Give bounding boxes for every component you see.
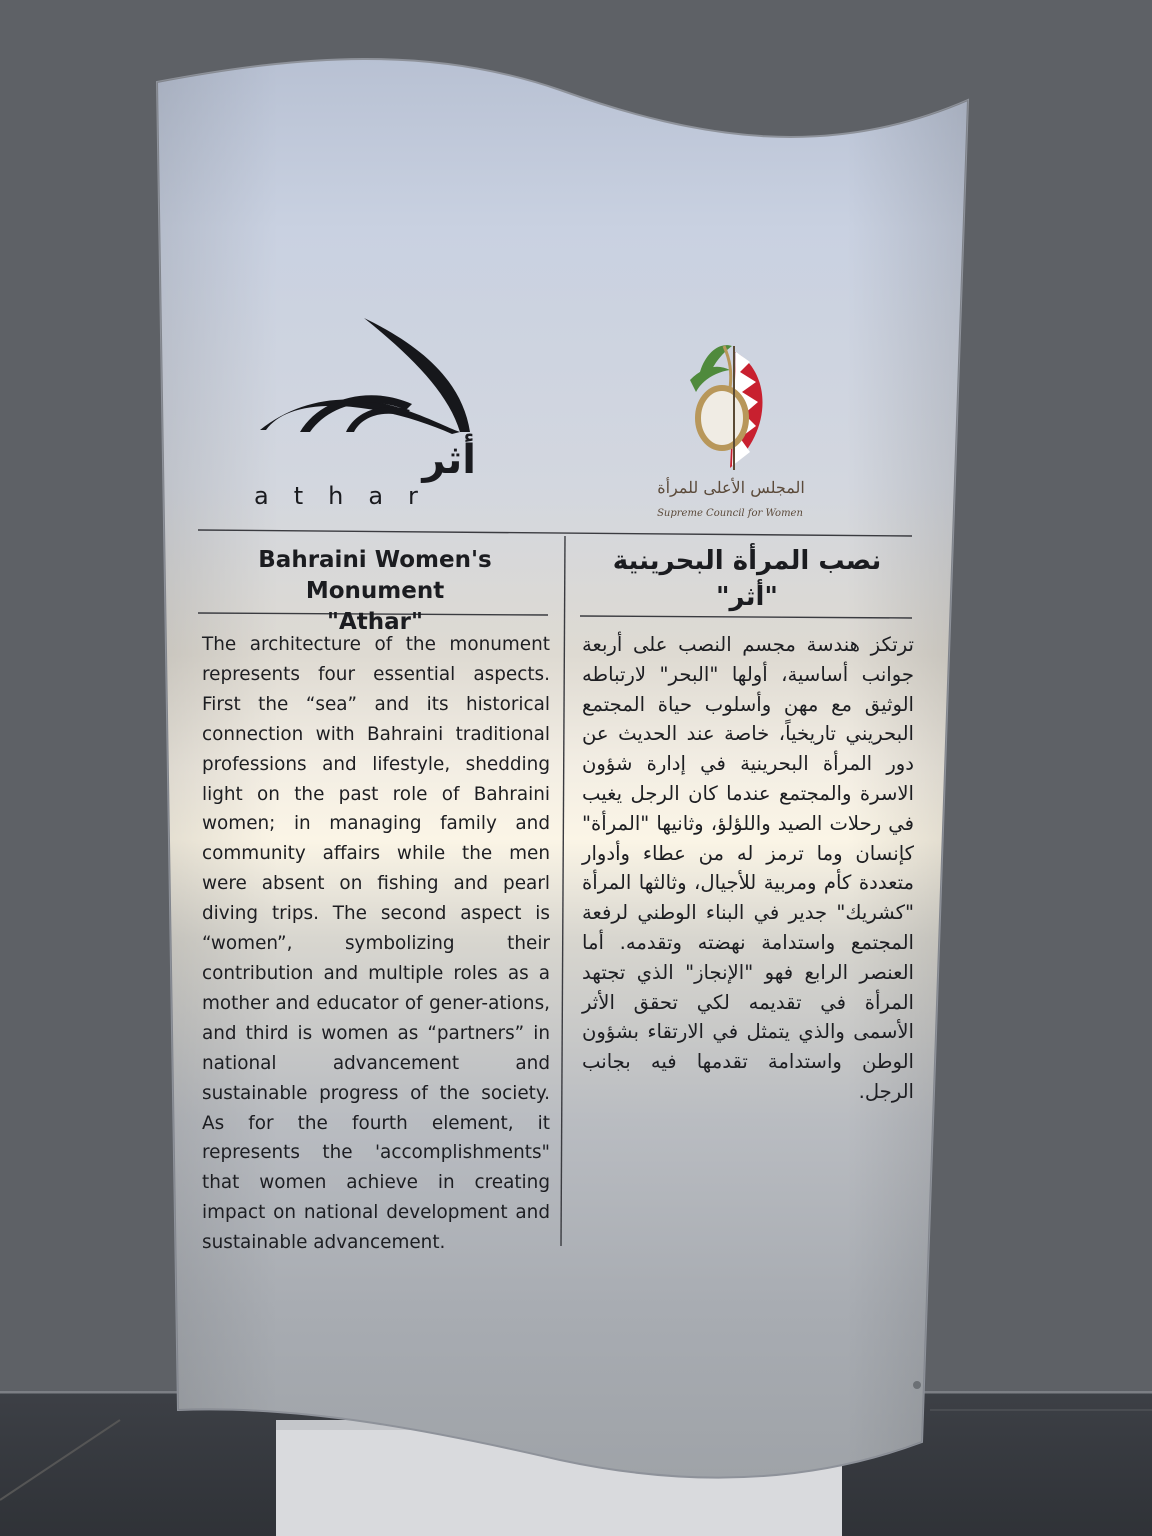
english-title — [198, 545, 552, 638]
english-body-text: The architecture of the monument represents four essential aspects. First the “sea” and its historical connection with Bahraini traditional professions and lifestyle, shedding light on the past role of Bahraini women; in managing family and community affairs while the men were absent on fishing and pearl diving trips. The second aspect is “women”, symbolizing their contribution and multiple roles as a mother and educator of gener-ations, and third is women as “partners” in national advancement and sustainable progress of the society. As for the fourth element, it represents the 'accomplishments" that women achieve in creating impact on national development and sustainable advancement. — [202, 634, 550, 1254]
athar-arabic-wordmark: أثر — [422, 437, 476, 483]
arabic-title-line2: "أثر" — [716, 582, 778, 612]
english-title-line1: Bahraini Women's Monument — [258, 547, 492, 604]
arabic-title-line1: نصب المرأة البحرينية — [612, 546, 882, 576]
arabic-body-text: ترتكز هندسة مجسم النصب على أربعة جوانب أساسية، أولها "البحر" لارتباطه الوثيق مع مهن وأسلوب حياة المجتمع البحريني تاريخياً، خاصة عند الحديث عن دور المرأة البحرينية في إدارة شؤون الاسرة والمجتمع عندما كان الرجل يغيب في رحلات الصيد واللؤلؤ، وثانيها "المرأة" كإنسان وما ترمز له من عطاء وأدوار متعددة كأم ومربية للأجيال، وثالثها المرأة "كشريك" جدير في البناء الوطني لرفعة المجتمع واستدامة نهضته وتقدمه. أما العنصر الرابع فهو "الإنجاز" الذي تجتهد المرأة في تقديمه لكي تحقق الأثر الأسمى والذي يتمثل في الارتقاء بشؤون الوطن واستدامة تقدمها فيه بجانب الرجل. — [582, 633, 914, 1103]
athar-latin-wordmark: athar — [254, 482, 443, 510]
arabic-title — [582, 543, 912, 615]
council-arabic-name: المجلس الأعلى للمرأة — [657, 478, 805, 497]
english-title-line2: "Athar" — [327, 609, 423, 635]
council-english-name: Supreme Council for Women — [657, 508, 803, 519]
